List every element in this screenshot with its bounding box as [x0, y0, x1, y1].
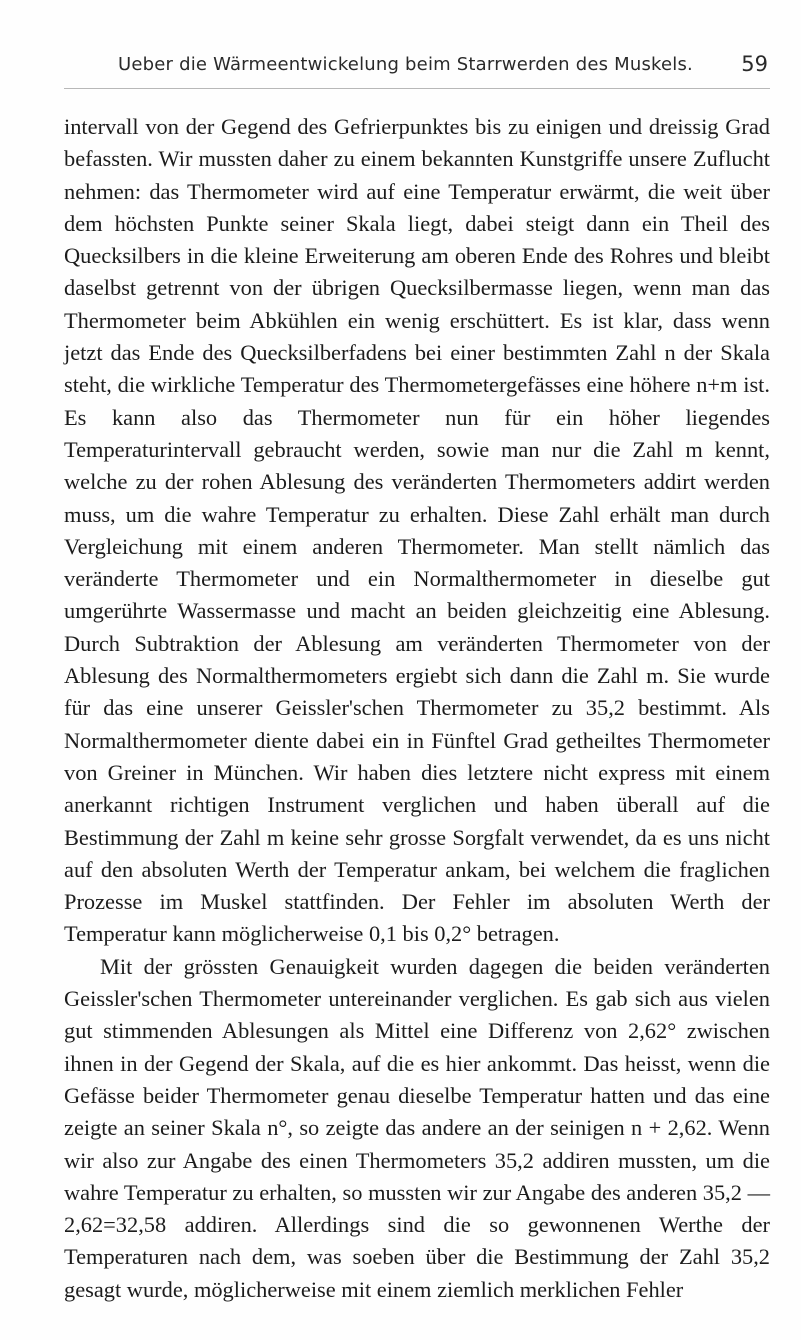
running-title: Ueber die Wärmeentwickelung beim Starrwerden des Muskels.: [118, 54, 693, 75]
header-rule: [64, 88, 770, 89]
paragraph: intervall von der Gegend des Gefrierpunktes bis zu einigen und dreissig Grad befassten. Wir mussten daher zu einem bekannten Kunstgriffe unsere Zuflucht nehmen: das Thermometer wird auf eine Temperatur erwärmt, die weit über dem höchsten Punkte seiner Skala liegt, dabei steigt dann ein Theil des Quecksilbers in die kleine Erweiterung am oberen Ende des Rohres und bleibt daselbst getrennt von der übrigen Quecksilbermasse liegen, wenn man das Thermometer beim Abkühlen ein wenig erschüttert. Es ist klar, dass wenn jetzt das Ende des Quecksilberfadens bei einer bestimmten Zahl n der Skala steht, die wirkliche Temperatur des Thermometergefässes eine höhere n+m ist. Es kann also das Thermometer nun für ein höher liegendes Temperaturintervall gebraucht werden, sowie man nur die Zahl m kennt, welche zu der rohen Ablesung des veränderten Thermometers addirt werden muss, um die wahre Temperatur zu erhalten. Diese Zahl erhält man durch Vergleichung mit einem anderen Thermometer. Man stellt nämlich das veränderte Thermometer und ein Normalthermometer in dieselbe gut umgerührte Wassermasse und macht an beiden gleichzeitig eine Ablesung. Durch Subtraktion der Ablesung am veränderten Thermometer von der Ablesung des Normalthermometers ergiebt sich dann die Zahl m. Sie wurde für das eine unserer Geissler'schen Thermometer zu 35,2 bestimmt. Als Normalthermometer diente dabei ein in Fünftel Grad getheiltes Thermometer von Greiner in München. Wir haben dies letztere nicht express mit einem anerkannt richtigen Instrument verglichen und haben überall auf die Bestimmung der Zahl m keine sehr grosse Sorgfalt verwendet, da es uns nicht auf den absoluten Werth der Temperatur ankam, bei welchem die fraglichen Prozesse im Muskel stattfinden. Der Fehler im absoluten Werth der Temperatur kann möglicherweise 0,1 bis 0,2° betragen.: [64, 114, 770, 947]
body-text: [64, 111, 770, 1306]
paragraph: Mit der grössten Genauigkeit wurden dagegen die beiden veränderten Geissler'schen Thermometer untereinander verglichen. Es gab sich aus vielen gut stimmenden Ablesungen als Mittel eine Differenz von 2,62° zwischen ihnen in der Gegend der Skala, auf die es hier ankommt. Das heisst, wenn die Gefässe beider Thermometer genau dieselbe Temperatur hatten und das eine zeigte an seiner Skala n°, so zeigte das andere an der seinigen n + 2,62. Wenn wir also zur Angabe des einen Thermometers 35,2 addiren mussten, um die wahre Temperatur zu erhalten, so mussten wir zur Angabe des anderen 35,2 — 2,62=32,58 addiren. Allerdings sind die so gewonnenen Werthe der Temperaturen nach dem, was soeben über die Bestimmung der Zahl 35,2 gesagt wurde, möglicherweise mit einem ziemlich merklichen Fehler: [64, 953, 770, 1302]
running-head: [118, 54, 768, 88]
page-number: 59: [741, 52, 768, 76]
